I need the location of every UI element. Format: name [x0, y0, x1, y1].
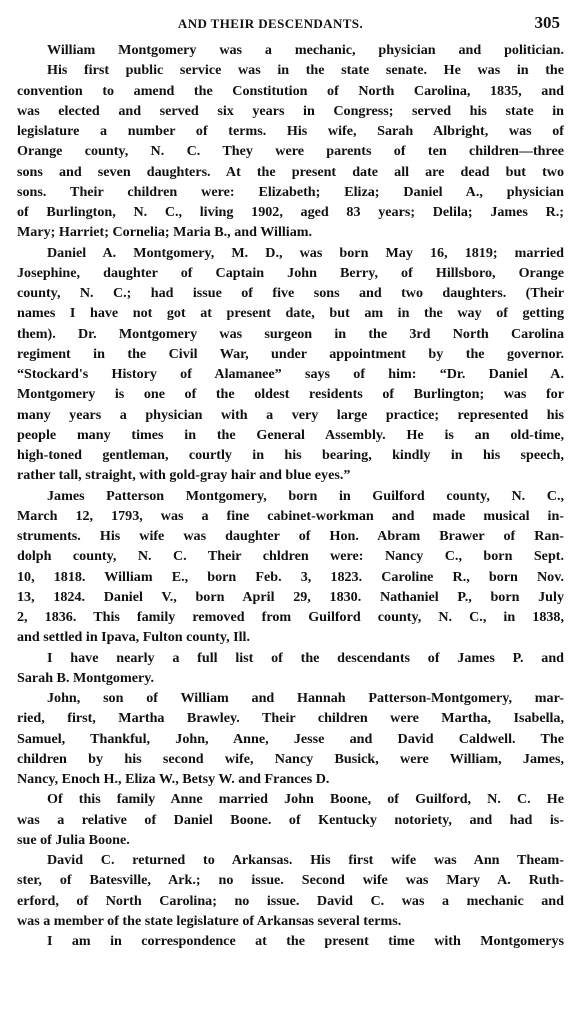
text-line: high-toned gentleman, courtly in his bearing, kindly in his speech, — [17, 447, 564, 463]
text-line: Montgomery is one of the oldest residents of Burlington; was for — [17, 386, 564, 403]
text-line: Sarah B. Montgomery. — [17, 669, 155, 686]
text-line: convention to amend the Constitution of North Carolina, 1835, and — [17, 82, 564, 99]
text-line: Mary; Harriet; Cornelia; Maria B., and William. — [17, 224, 313, 241]
text-line: ster, of Batesville, Ark.; no issue. Second wife was Mary A. Ruth- — [17, 872, 564, 889]
page-header — [17, 14, 564, 40]
text-line: them). Dr. Montgomery was surgeon in the 3rd North Carolina — [17, 325, 564, 342]
text-line: Daniel A. Montgomery, M. D., was born May 16, 1819; married — [47, 244, 564, 261]
text-line: people many times in the General Assembly. He is an old-time, — [17, 426, 564, 443]
text-line: Samuel, Thankful, John, Anne, Jesse and David Caldwell. The — [17, 730, 564, 747]
body-text — [17, 40, 564, 951]
text-line: I am in correspondence at the present time with Montgomerys — [47, 933, 564, 949]
text-line: rather tall, straight, with gold-gray hair and blue eyes.” — [17, 467, 351, 484]
text-line: I have nearly a full list of the descendants of James P. and — [47, 649, 564, 666]
text-line: 13, 1824. Daniel V., born April 29, 1830. Nathaniel P., born July — [17, 588, 564, 605]
text-line: sue of Julia Boone. — [17, 831, 130, 848]
text-line: regiment in the Civil War, under appointment by the governor. — [17, 345, 564, 362]
text-line: His first public service was in the state senate. He was in the — [47, 62, 564, 79]
text-line: was a member of the state legislature of Arkansas several terms. — [17, 912, 402, 929]
text-line: Of this family Anne married John Boone, of Guilford, N. C. He — [47, 791, 564, 808]
text-line: was a relative of Daniel Boone. of Kentucky notoriety, and had is- — [17, 811, 564, 828]
text-line: Nancy, Enoch H., Eliza W., Betsy W. and Frances D. — [17, 771, 330, 787]
text-line: 2, 1836. This family removed from Guilford county, N. C., in 1838, — [17, 609, 564, 625]
text-line: was elected and served six years in Congress; served his state in — [17, 102, 564, 119]
page-number: 305 — [534, 13, 560, 32]
text-line: and settled in Ipava, Fulton county, Ill. — [17, 629, 250, 646]
text-line: James Patterson Montgomery, born in Guilford county, N. C., — [47, 487, 564, 504]
text-line: John, son of William and Hannah Patterson-Montgomery, mar- — [47, 690, 564, 706]
text-line: names I have not got at present date, but am in the way of getting — [17, 305, 564, 322]
text-line: William Montgomery was a mechanic, physician and politician. — [47, 42, 564, 58]
text-line: of Burlington, N. C., living 1902, aged 83 years; Delila; James R.; — [17, 204, 564, 220]
text-line: David C. returned to Arkansas. His first wife was Ann Theam- — [47, 852, 564, 868]
text-line: “Stockard's History of Alamanee” says of him: “Dr. Daniel A. — [17, 366, 564, 382]
running-head: AND THEIR DESCENDANTS. — [177, 16, 364, 31]
text-line: erford, of North Carolina; no issue. David C. was a mechanic and — [17, 892, 564, 909]
text-line: legislature a number of terms. His wife, Sarah Albright, was of — [17, 123, 564, 139]
text-line: dolph county, N. C. Their chldren were: Nancy C., born Sept. — [17, 548, 564, 565]
text-line: children by his second wife, Nancy Busick, were William, James, — [17, 750, 564, 767]
text-line: Orange county, N. C. They were parents of ten children—three — [17, 143, 564, 160]
text-line: March 12, 1793, was a fine cabinet-workman and made musical in- — [17, 507, 564, 524]
text-line: 10, 1818. William E., born Feb. 3, 1823. Caroline R., born Nov. — [17, 568, 564, 585]
text-line: sons. Their children were: Elizabeth; Eliza; Daniel A., physician — [17, 183, 564, 200]
text-line: ried, first, Martha Brawley. Their children were Martha, Isabella, — [17, 710, 564, 727]
text-line: Josephine, daughter of Captain John Berry, of Hillsboro, Orange — [17, 264, 564, 281]
text-line: struments. His wife was daughter of Hon. Abram Brawer of Ran- — [17, 528, 564, 544]
text-line: sons and seven daughters. At the present date all are dead but two — [17, 163, 564, 180]
text-line: county, N. C.; had issue of five sons and two daughters. (Their — [17, 285, 564, 301]
text-line: many years a physician with a very large practice; represented his — [17, 406, 564, 423]
